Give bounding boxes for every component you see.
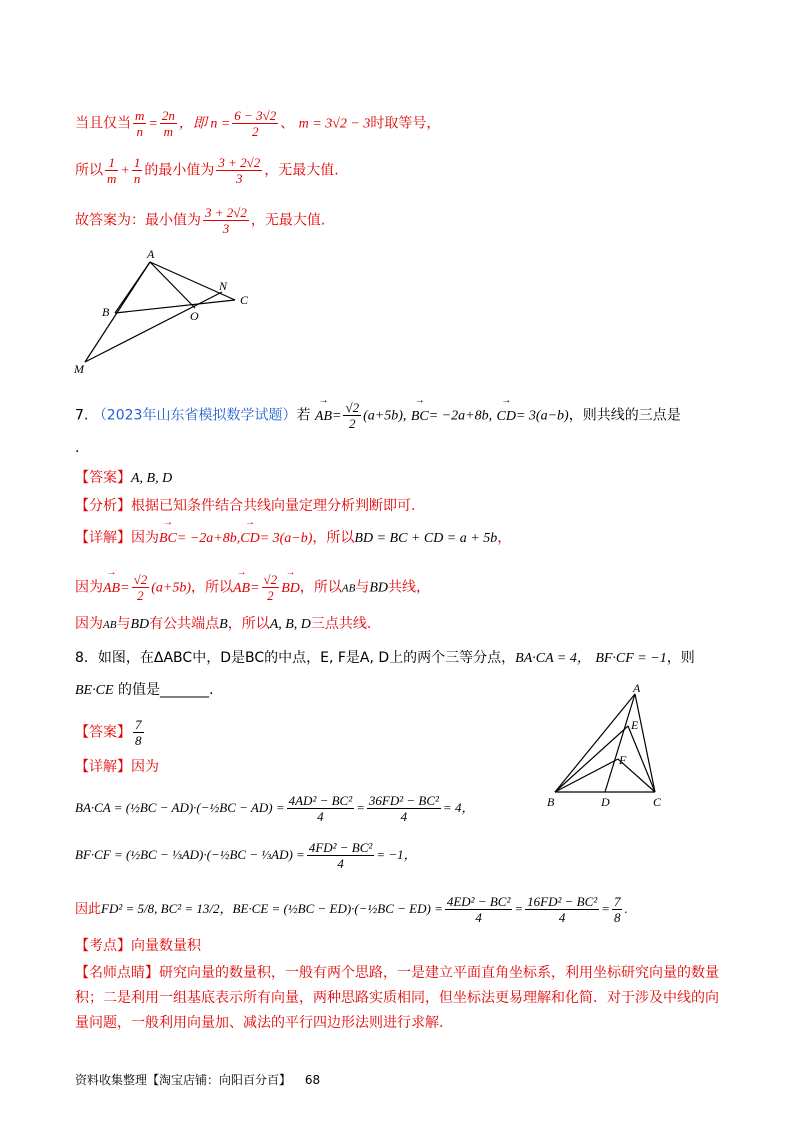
text: 因为 [131, 530, 159, 546]
fraction [133, 717, 144, 748]
page-footer [75, 1071, 320, 1088]
numerator: 1 [105, 155, 118, 171]
vector-AB: AB [103, 619, 117, 631]
denominator: 4 [400, 809, 408, 824]
vector-AB: → AB [103, 579, 120, 599]
vector-AB: → AB [233, 579, 250, 599]
question-7 [75, 400, 681, 431]
answer-value: A, B, D [131, 471, 173, 486]
label-A: A [147, 247, 155, 261]
q8-eq2 [75, 840, 417, 871]
denominator: 3 [222, 221, 230, 236]
denominator: 4 [337, 856, 344, 871]
numerator: 3 + 2√2 [205, 205, 247, 220]
q8-mingshi-3: 量问题，一般利用向量加、减法的平行四边形法则进行求解. [75, 1015, 444, 1031]
text: ，所以 [312, 530, 355, 546]
fraction [262, 572, 280, 603]
mingshi-text: 研究向量的数量积，一般有两个思路，一是建立平面直角坐标系，利用坐标研究向量的数量 [159, 965, 719, 981]
kaodian-text: 向量数量积 [131, 938, 201, 954]
denominator: 3 [236, 171, 243, 186]
expression: = 3(a−b) [259, 531, 313, 546]
equation: BE·CE = (½BC − ED)·(−½BC − ED) = [232, 901, 443, 916]
fraction [445, 894, 513, 925]
denominator: 8 [135, 733, 142, 748]
fraction [132, 155, 143, 186]
text: 故答案为：最小值为 [75, 212, 201, 229]
kaodian-tag: 【考点】 [75, 938, 131, 954]
vector-BD: BD [130, 617, 150, 632]
text: ， [497, 530, 512, 546]
label-D: D [601, 795, 610, 809]
answer-tag: 【答案】 [75, 470, 131, 486]
q7-answer [75, 468, 172, 489]
equation: FD² = 5/8, BC² = 13/2， [101, 901, 233, 916]
q7-detail-line1 [75, 528, 511, 549]
label-O: O [190, 309, 199, 323]
label-E: E [631, 718, 639, 732]
denominator: 4 [558, 910, 566, 925]
fraction [307, 840, 375, 871]
numerator: 4FD² − BC² [308, 840, 373, 855]
text: 时取等号， [370, 115, 441, 132]
geometry-figure-1 [70, 245, 270, 380]
expression: BD = BC + CD = a + 5b [354, 531, 498, 546]
question-8 [75, 648, 695, 669]
denominator: n [133, 171, 141, 186]
line-final-answer [75, 205, 325, 236]
label-C: C [240, 293, 249, 307]
detail-tag: 【详解】 [75, 530, 131, 546]
question-source: （2023年山东省模拟数学试题） [92, 407, 297, 424]
label-B: B [102, 305, 110, 319]
text: ，所以 [227, 616, 270, 632]
numerator: 36FD² − BC² [368, 793, 439, 808]
numerator: 7 [135, 717, 142, 732]
q8-kaodian [75, 936, 201, 956]
vector-CD: → CD [240, 529, 259, 549]
point-B: B [219, 617, 228, 632]
numerator: 6 − 3√2 [234, 108, 277, 123]
numerator: 1 [133, 155, 141, 170]
numerator: 16FD² − BC² [527, 894, 598, 909]
label-N: N [219, 279, 228, 293]
q8-answer [75, 717, 146, 748]
analysis-text: 根据已知条件结合共线向量定理分析判断即可. [131, 498, 416, 514]
points-ABD: A, B, D [269, 617, 311, 632]
expression: (a+5b) [151, 580, 191, 596]
text: 的最小值为 [144, 162, 215, 179]
denominator: 4 [475, 910, 482, 925]
text: 所以 [75, 162, 103, 179]
expression: = −2a+8b, [176, 531, 241, 546]
text: 若 [296, 407, 311, 424]
separator: 、 [280, 115, 295, 132]
expression: = −2a+8b, [428, 408, 493, 424]
text: ，即 n = [178, 116, 231, 132]
question-7-blank: . [75, 440, 80, 456]
condition-2: BF·CF = −1 [595, 651, 667, 666]
label-C: C [653, 795, 662, 809]
text: ，无最大值. [264, 162, 339, 179]
text: 当且仅当 [75, 115, 131, 132]
operator: = [514, 901, 524, 916]
q8-mingshi-2: 积；二是利用一组基底表示所有向量，两种思路实质相同，但坐标法更易理解和化简．对于涉及中线的向 [75, 990, 719, 1006]
footer-text: 资料收集整理【淘宝店铺：向阳百分百】 [75, 1073, 292, 1087]
fraction [203, 205, 249, 236]
answer-tag: 【答案】 [75, 724, 131, 741]
fraction [105, 155, 118, 186]
label-A: A [633, 682, 641, 695]
text: ，所以 [299, 579, 342, 596]
operator: = [601, 901, 610, 916]
denominator: 2 [267, 588, 274, 603]
operator: = [356, 800, 365, 815]
denominator: m [163, 124, 174, 139]
vector-BC: → BC [159, 529, 177, 549]
text: 三点共线. [310, 616, 372, 632]
q8-detail [75, 757, 159, 777]
denominator: 2 [137, 588, 144, 603]
label-M: M [74, 362, 84, 376]
numerator: √2 [133, 572, 148, 587]
fraction [132, 572, 150, 603]
text: ，无最大值. [250, 212, 326, 229]
text: 与 [116, 616, 131, 632]
text: 有公共端点 [149, 616, 220, 632]
q8-eq3 [75, 894, 628, 925]
detail-tag: 【详解】 [75, 759, 131, 775]
operator: = [332, 408, 342, 424]
numerator: √2 [263, 572, 278, 587]
q8-mingshi-1 [75, 963, 719, 983]
fraction [133, 108, 146, 139]
fraction [160, 108, 177, 139]
q7-detail-line3 [75, 614, 371, 635]
text: 因为 [131, 759, 159, 775]
result: = 4， [442, 800, 475, 815]
question-text: 的值是_______. [117, 682, 214, 698]
q7-analysis [75, 496, 415, 516]
numerator: 3 + 2√2 [218, 155, 261, 170]
numerator: √2 [345, 400, 360, 415]
fraction [216, 155, 262, 186]
denominator: 2 [349, 416, 356, 431]
result: = −1， [376, 847, 417, 862]
numerator: 4AD² − BC² [288, 793, 353, 808]
denominator: 8 [613, 910, 621, 925]
m-value: m = 3√2 − 3 [298, 116, 371, 132]
label-F: F [619, 753, 627, 767]
page-number: 68 [304, 1073, 321, 1087]
denominator: n [136, 124, 143, 139]
fraction [287, 793, 355, 824]
equation: BA·CA = (½BC − AD)·(−½BC − AD) = [75, 800, 285, 815]
text: ，所以 [190, 579, 233, 596]
question-text: 8．如图，在ΔABC中，D是BC的中点，E, F是A, D上的两个三等分点， [75, 650, 516, 666]
q7-detail-line2: 因为→ AB= $\frac{√2}{2}$ (a+5b)，所以→ AB= $\frac{√2}{2}$ → BD，所以AB与BD共线， [75, 572, 430, 603]
line-equality-condition: 当且仅当 $\frac{m}{n}$ = $\frac{2n}{m}$ ，即 n = $\frac{6 - 3√2}{2}$ 、 m = 3√2 − 3时取等号， [75, 108, 441, 139]
analysis-tag: 【分析】 [75, 498, 131, 514]
vector-BD: BD [369, 580, 388, 596]
condition-1: BA·CA = 4， [515, 651, 591, 666]
text: 与 [355, 579, 370, 596]
fraction [367, 793, 441, 824]
vector-CD: → CD [497, 407, 516, 427]
denominator: m [107, 171, 117, 186]
text: ，则 [666, 650, 695, 666]
numerator: 7 [613, 894, 621, 909]
q8-eq1 [75, 793, 474, 824]
vector-AB: AB [341, 582, 356, 595]
text: 因此 [75, 902, 102, 917]
target-expression: BE·CE [75, 683, 114, 698]
expression: (a+5b), [363, 408, 407, 424]
text: 共线， [387, 579, 430, 596]
vector-AB: → AB [315, 407, 332, 427]
vector-BC: → BC [411, 407, 429, 427]
text: . [624, 901, 628, 916]
line-min-value [75, 155, 339, 186]
geometry-figure-2 [545, 682, 675, 810]
question-number: 7. [75, 407, 89, 424]
fraction [612, 894, 623, 925]
question-8-line2 [75, 680, 213, 701]
label-B: B [547, 795, 555, 809]
numerator: 4ED² − BC² [446, 894, 511, 909]
numerator: 2n [161, 108, 175, 123]
text: 因为 [75, 616, 103, 632]
expression: = 3(a−b) [515, 408, 569, 424]
denominator: 4 [317, 809, 324, 824]
text: 因为 [75, 579, 103, 596]
equation: BF·CF = (½BC − ⅓AD)·(−½BC − ⅓AD) = [75, 847, 305, 862]
denominator: 2 [252, 124, 259, 139]
fraction [343, 400, 361, 431]
fraction [525, 894, 599, 925]
fraction [232, 108, 278, 139]
mingshi-tag: 【名师点睛】 [75, 965, 159, 981]
numerator: m [135, 108, 145, 123]
operator: + [120, 163, 130, 179]
text: ，则共线的三点是 [568, 407, 681, 424]
vector-BD: → BD [281, 579, 300, 599]
